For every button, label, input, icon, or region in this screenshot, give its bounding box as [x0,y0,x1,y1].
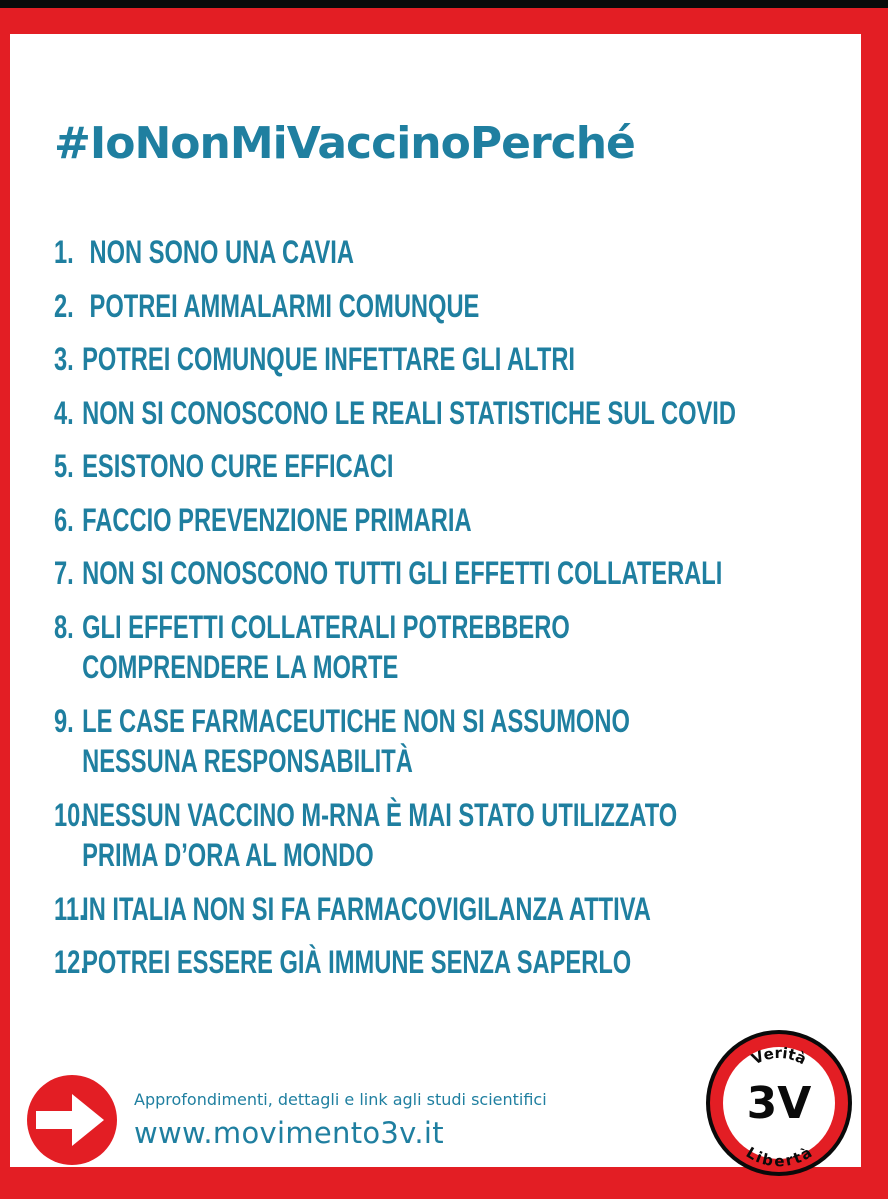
reason-item [54,607,867,688]
reason-text: POTREI COMUNQUE INFETTARE GLI ALTRI [82,341,575,377]
reason-text: NON SI CONOSCONO LE REALI STATISTICHE SUL COVID [82,394,736,431]
reason-number: 5. [54,448,74,484]
reason-item [54,500,867,541]
reason-number: 4. [54,394,74,431]
reason-text-line-1: NESSUN VACCINO M-RNA È MAI STATO UTILIZZATO [82,796,678,833]
reason-item [54,889,867,930]
reason-item [54,339,867,380]
reason-item [54,286,867,327]
hashtag-title: #IoNonMiVaccinoPerché [54,118,635,169]
reason-item [54,393,867,434]
reason-text-line-1: LE CASE FARMACEUTICHE NON SI ASSUMONO [82,702,630,739]
reason-item [54,701,867,782]
reason-item [54,553,867,594]
reason-number: 11. [54,890,86,927]
reason-number: 2. [54,287,74,324]
logo-bottom-text: Libertà [742,1143,816,1171]
logo-top-text: Verità [748,1043,810,1069]
reason-item [54,795,867,876]
logo-center-text: 3V [746,1078,812,1129]
reason-text: NON SONO UNA CAVIA [89,234,354,270]
website-link[interactable]: www.movimento3v.it [134,1116,444,1150]
reason-text-line-1: GLI EFFETTI COLLATERALI POTREBBERO [82,608,570,645]
reason-number: 12. [54,944,87,980]
poster-panel [10,34,861,1171]
reason-text-line-2: PRIMA D’ORA AL MONDO [82,837,374,873]
reason-item [54,232,867,273]
arrow-right-icon [26,1074,118,1166]
footer-note: Approfondimenti, dettagli e link agli studi scientifici [134,1090,547,1109]
reason-text-line-2: COMPRENDERE LA MORTE [82,649,399,685]
reason-item [54,942,867,983]
reason-item [54,446,867,487]
reason-number: 8. [54,608,74,645]
reason-text: POTREI AMMALARMI COMUNQUE [89,287,480,324]
reason-text: NON SI CONOSCONO TUTTI GLI EFFETTI COLLATERALI [82,555,723,591]
movimento-3v-logo [704,1028,854,1178]
reason-text-line-2: NESSUNA RESPONSABILITÀ [82,743,413,779]
reason-number: 3. [54,341,74,377]
reason-number: 7. [54,555,74,591]
reason-text: ESISTONO CURE EFFICACI [82,448,394,484]
reasons-list [54,232,844,996]
reason-number: 10. [54,796,87,833]
reason-text: POTREI ESSERE GIÀ IMMUNE SENZA SAPERLO [82,944,632,980]
poster-frame [0,8,888,1199]
reason-number: 9. [54,702,74,739]
reason-number: 1. [54,234,74,270]
reason-number: 6. [54,501,74,538]
reason-text: FACCIO PREVENZIONE PRIMARIA [82,501,472,538]
reason-text: IN ITALIA NON SI FA FARMACOVIGILANZA ATTIVA [82,890,651,927]
